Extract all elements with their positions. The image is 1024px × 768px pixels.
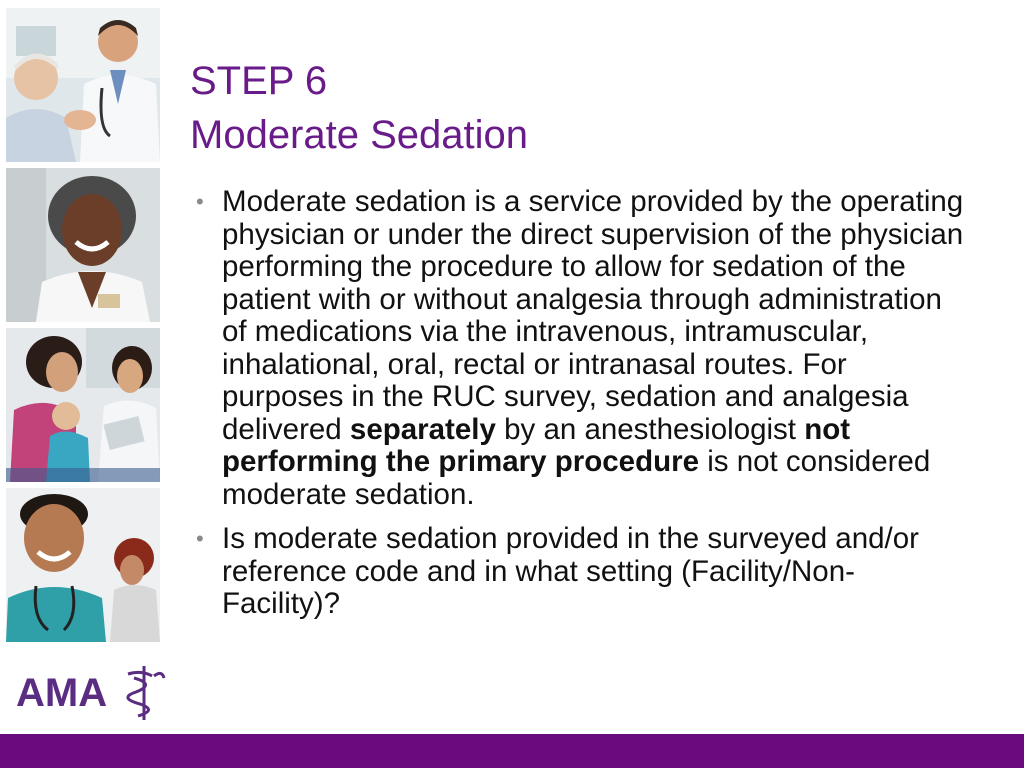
- title-topic: Moderate Sedation: [190, 113, 529, 157]
- photo-doctor-with-elderly-patient: [6, 8, 160, 162]
- photo-clinician-with-mother-and-child: [6, 328, 160, 482]
- ama-logo-text: AMA: [16, 671, 108, 715]
- photo-strip: [6, 8, 160, 648]
- caduceus-icon: [128, 666, 164, 720]
- bullet-list: [196, 186, 966, 633]
- bullet-setting-question: [196, 523, 966, 621]
- slide-title: [190, 54, 990, 162]
- photo-smiling-nurse: [6, 488, 160, 642]
- bullet-glyph: •: [196, 526, 204, 551]
- ama-logo: [16, 664, 166, 722]
- title-step: STEP 6: [190, 59, 328, 103]
- bullet-moderate-sedation-definition: [196, 186, 966, 511]
- bullet1-bold-separately: separately: [349, 412, 496, 446]
- bullet1-bold-not-performing: not performing the primary procedure: [222, 412, 851, 478]
- bullet-glyph: •: [196, 189, 204, 214]
- bullet1-text-3: is not considered moderate sedation.: [222, 445, 931, 511]
- bullet1-text: Moderate sedation is a service provided by the operating physician or under the direct supervision of the physician performing the procedure to allow for sedation of the patient with or without analgesia through administration of medications via the intravenous, intramuscular, inhalational, oral, rectal or intranasal routes. For purposes in the RUC survey, sedation and analgesia delivered: [222, 185, 964, 446]
- bullet2-text: Is moderate sedation provided in the surveyed and/or reference code and in what setting (Facility/Non-Facility)?: [222, 522, 919, 620]
- footer-bar: [0, 734, 1024, 768]
- bullet1-text-2: by an anesthesiologist: [495, 412, 805, 446]
- photo-smiling-physician: [6, 168, 160, 322]
